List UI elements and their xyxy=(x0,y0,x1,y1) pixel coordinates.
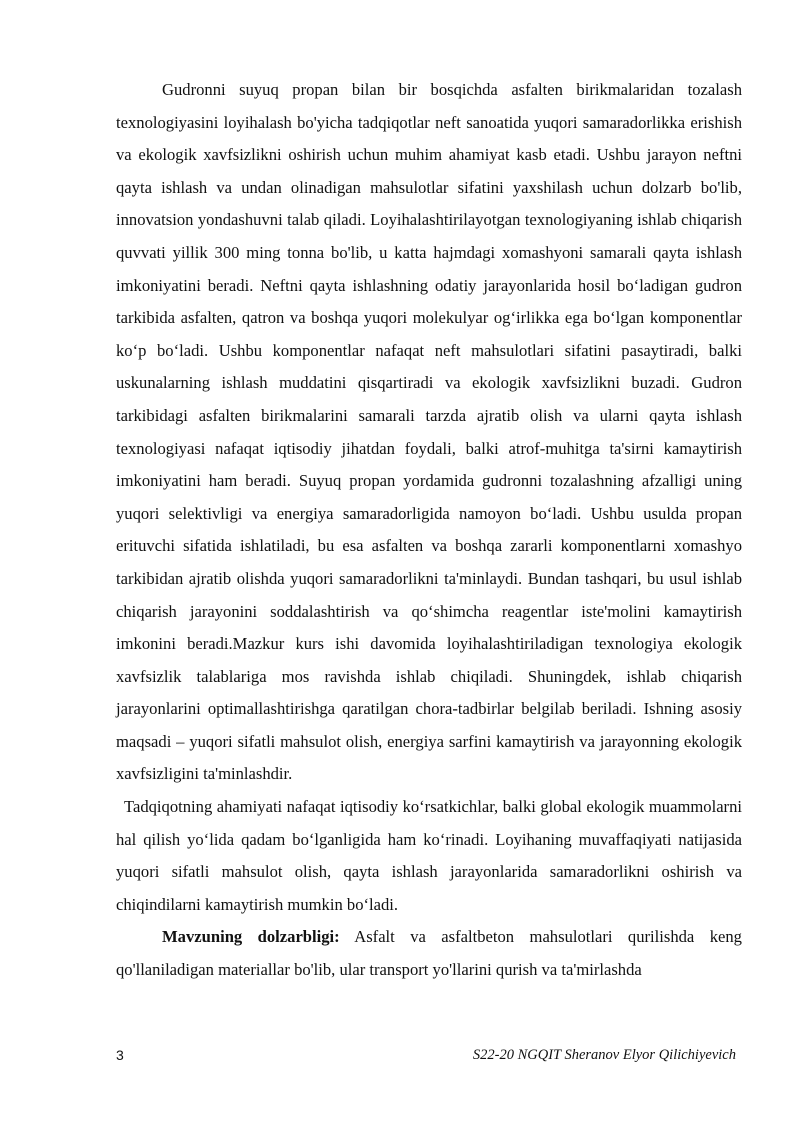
page-number: 3 xyxy=(116,1047,124,1063)
paragraph-relevance xyxy=(116,921,742,986)
paragraph-introduction: Gudronni suyuq propan bilan bir bosqichda asfalten birikmalaridan tozalash texnologiyasini loyihalash bo'yicha tadqiqotlar neft sanoatida yuqori samaradorlikka erishish va ekologik xavfsizlikni oshirish uchun muhim ahamiyat kasb etadi. Ushbu jarayon neftni qayta ishlash va undan olinadigan mahsulotlar sifatini yaxshilash uchun dolzarb bo'lib, innovatsion yondashuvni talab qiladi. Loyihalashtirilayotgan texnologiyaning ishlab chiqarish quvvati yillik 300 ming tonna bo'lib, u katta hajmdagi xomashyoni samarali qayta ishlash imkoniyatini beradi. Neftni qayta ishlashning odatiy jarayonlarida hosil bo‘ladigan gudron tarkibida asfalten, qatron va boshqa yuqori molekulyar og‘irlikka ega bo‘lgan komponentlar ko‘p bo‘ladi. Ushbu komponentlar nafaqat neft mahsulotlari sifatini pasaytiradi, balki uskunalarning ishlash muddatini qisqartiradi va ekologik xavfsizlikni buzadi. Gudron tarkibidagi asfalten birikmalarini samarali tarzda ajratib olish va ularni qayta ishlash texnologiyasi nafaqat iqtisodiy jihatdan foydali, balki atrof-muhitga ta'sirni kamaytirish imkoniyatini ham beradi. Suyuq propan yordamida gudronni tozalashning afzalligi uning yuqori selektivligi va energiya samaradorligida namoyon bo‘ladi. Ushbu usulda propan erituvchi sifatida ishlatiladi, bu esa asfalten va boshqa zararli komponentlarni xomashyo tarkibidan ajratib olishda yuqori samaradorlikni ta'minlaydi. Bundan tashqari, bu usul ishlab chiqarish jarayonini soddalashtirish va qo‘shimcha reagentlar iste'molini kamaytirish imkonini beradi.Mazkur kurs ishi davomida loyihalashtiriladigan texnologiya ekologik xavfsizlik talablariga mos ravishda ishlab chiqiladi. Shuningdek, ishlab chiqarish jarayonlarini optimallashtirishga qaratilgan chora-tadbirlar belgilab beriladi. Ishning asosiy maqsadi – yuqori sifatli mahsulot olish, energiya sarfini kamaytirish va jarayonning ekologik xavfsizligini ta'minlashdir. xyxy=(116,80,742,784)
section-text-relevance: Asfalt va asfaltbeton mahsulotlari qurilishda keng qo'llaniladigan materiallar bo'lib, ular transport yo'llarini qurish va ta'mirlashda xyxy=(116,927,742,980)
paragraph-significance: Tadqiqotning ahamiyati nafaqat iqtisodiy ko‘rsatkichlar, balki global ekologik muammolarni hal qilish yo‘lida qadam bo‘lganligida ham ko‘rinadi. Loyihaning muvaffaqiyati natijasida yuqori sifatli mahsulot olish, qayta ishlash jarayonlarida samaradorlikni oshirish va chiqindilarni kamaytirish mumkin bo‘ladi. xyxy=(116,797,742,914)
section-heading-relevance: Mavzuning dolzarbligi: xyxy=(162,927,340,947)
document-body xyxy=(116,74,742,987)
footer-author: S22-20 NGQIT Sheranov Elyor Qilichiyevich xyxy=(472,1047,736,1063)
